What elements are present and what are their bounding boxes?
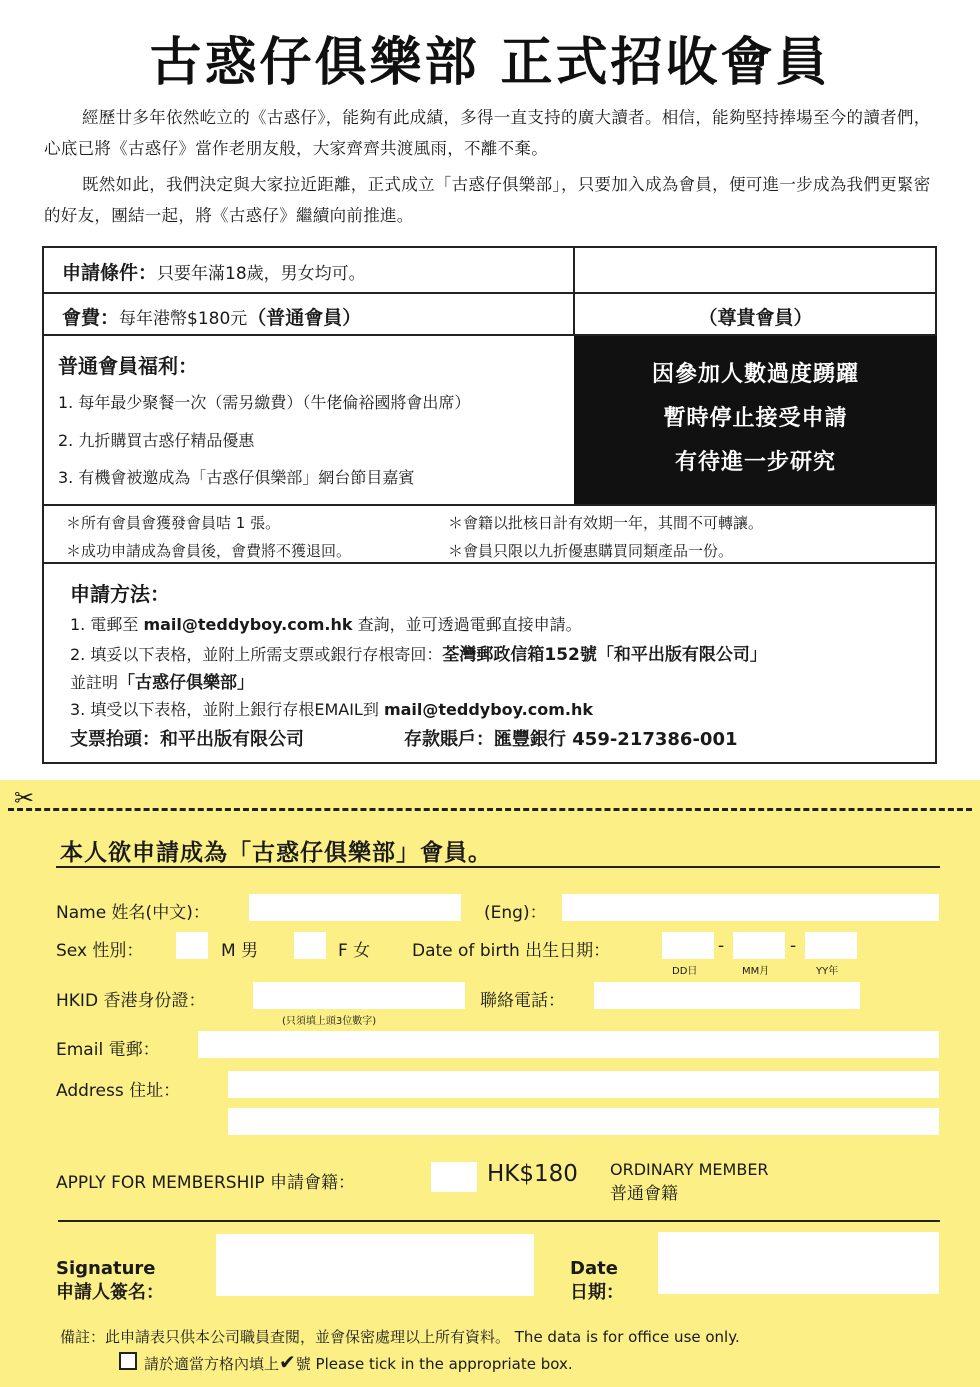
dob-year-field[interactable] bbox=[805, 932, 857, 959]
benefit-item: 2. 九折購買古惑仔精品優惠 bbox=[58, 431, 255, 450]
hkid-field[interactable] bbox=[253, 982, 465, 1009]
method-step-2 bbox=[70, 640, 767, 665]
method-text: 並註明 bbox=[70, 673, 119, 692]
fee-label: 會費： bbox=[62, 307, 120, 329]
email-label: Email 電郵： bbox=[56, 1040, 160, 1060]
hkid-note: (只須填上頭3位數字) bbox=[282, 1016, 377, 1027]
benefit-item: 3. 有機會被邀成為「古惑仔俱樂部」網台節目嘉賓 bbox=[58, 468, 415, 487]
address-label: Address 住址： bbox=[56, 1081, 181, 1101]
condition-value: 只要年滿18歲，男女均可。 bbox=[157, 264, 366, 284]
vip-notice-line: 因參加人數過度踴躍 bbox=[651, 362, 859, 387]
benefits-title: 普通會員福利： bbox=[58, 354, 198, 378]
dob-separator: - bbox=[718, 936, 725, 956]
hkid-label: HKID 香港身份證： bbox=[56, 991, 206, 1011]
divider bbox=[56, 866, 940, 868]
method-text: 1. 電郵至 bbox=[70, 615, 139, 634]
phone-field[interactable] bbox=[594, 982, 860, 1009]
yy-label: YY年 bbox=[816, 966, 839, 977]
signature-label-zh: 申請人簽名： bbox=[56, 1282, 164, 1303]
address-field-line-2[interactable] bbox=[228, 1108, 939, 1135]
method-text: 查詢，並可透過電郵直接申請。 bbox=[357, 615, 582, 634]
dob-day-field[interactable] bbox=[662, 932, 714, 959]
form-title: 本人欲申請成為「古惑仔俱樂部」會員。 bbox=[60, 840, 492, 866]
intro-paragraph-2: 既然如此，我們決定與大家拉近距離，正式成立「古惑仔俱樂部」，只要加入成為會員，便可進一步成為我們更緊密的好友，團結一起，將《古惑仔》繼續向前推進。 bbox=[44, 175, 931, 225]
method-text: 3. 填受以下表格，並附上銀行存根EMAIL到 bbox=[70, 700, 379, 719]
address-field-line-1[interactable] bbox=[228, 1071, 939, 1098]
vip-notice-line: 暫時停止接受申請 bbox=[663, 406, 848, 431]
club-name: 「古惑仔俱樂部」 bbox=[118, 673, 255, 693]
mailing-address: 荃灣郵政信箱152號「和平出版有限公司」 bbox=[442, 645, 767, 665]
membership-price: HK$180 bbox=[487, 1161, 578, 1187]
note-item: ＊成功申請成為會員後，會費將不獲退回。 bbox=[66, 542, 352, 560]
eng-name-label: (Eng)： bbox=[484, 903, 547, 923]
checkmark-icon: ✔ bbox=[279, 1350, 296, 1374]
vip-notice-line: 有待進一步研究 bbox=[674, 450, 836, 475]
chinese-name-field[interactable] bbox=[249, 894, 461, 921]
condition-label: 申請條件： bbox=[62, 262, 158, 284]
contact-email: mail@teddyboy.com.hk bbox=[143, 615, 353, 634]
female-label: F 女 bbox=[338, 941, 371, 961]
ordinary-member-zh: 普通會籍 bbox=[610, 1184, 678, 1204]
dd-label: DD日 bbox=[672, 966, 698, 977]
membership-info-table bbox=[42, 246, 937, 764]
date-field[interactable] bbox=[658, 1232, 939, 1294]
signature-label-en: Signature bbox=[56, 1258, 156, 1279]
checkbox-icon bbox=[119, 1352, 137, 1370]
english-name-field[interactable] bbox=[562, 894, 939, 921]
note-item: ＊會籍以批核日計有效期一年，其間不可轉讓。 bbox=[448, 514, 764, 532]
tick-instruction bbox=[144, 1350, 573, 1374]
vip-closed-notice bbox=[574, 336, 937, 504]
mm-label: MM月 bbox=[742, 966, 770, 977]
method-text: 2. 填妥以下表格，並附上所需支票或銀行存根寄回： bbox=[70, 645, 443, 664]
fee-row bbox=[62, 303, 361, 330]
note-item: ＊會員只限以九折優惠購買同類產品一份。 bbox=[448, 542, 734, 560]
note-item: ＊所有會員會獲發會員咭 1 張。 bbox=[66, 514, 281, 532]
bank-account: 存款賬戶：匯豐銀行 459-217386-001 bbox=[404, 729, 738, 750]
date-label-en: Date bbox=[570, 1258, 618, 1279]
name-label: Name 姓名(中文)： bbox=[56, 903, 210, 923]
sex-label: Sex 性別： bbox=[56, 941, 144, 961]
method-step-1 bbox=[70, 612, 582, 635]
email-field[interactable] bbox=[198, 1031, 939, 1058]
ordinary-membership-checkbox[interactable] bbox=[431, 1162, 477, 1192]
benefit-item: 1. 每年最少聚餐一次（需另繳費）（牛佬倫裕國將會出席） bbox=[58, 393, 471, 412]
tick-instruction-text: 號 Please tick in the appropriate box. bbox=[295, 1355, 573, 1373]
fee-value: 每年港幣$180元 bbox=[119, 309, 248, 329]
dob-month-field[interactable] bbox=[733, 932, 785, 959]
application-form bbox=[0, 780, 980, 1387]
male-label: M 男 bbox=[221, 941, 259, 961]
cheque-payee: 支票抬頭：和平出版有限公司 bbox=[70, 729, 304, 750]
tick-instruction-text: 請於適當方格內填上 bbox=[144, 1355, 280, 1373]
female-checkbox[interactable] bbox=[294, 932, 326, 959]
divider bbox=[44, 292, 935, 294]
signature-field[interactable] bbox=[216, 1234, 534, 1296]
ordinary-member-en: ORDINARY MEMBER bbox=[610, 1160, 769, 1179]
divider bbox=[58, 1220, 940, 1222]
cut-line bbox=[8, 808, 972, 811]
dob-separator: - bbox=[790, 936, 797, 956]
method-step-2b bbox=[70, 668, 254, 693]
vip-label: （尊貴會員） bbox=[698, 307, 813, 329]
divider bbox=[44, 562, 935, 564]
fee-type: （普通會員） bbox=[247, 307, 362, 329]
condition-row bbox=[62, 258, 366, 285]
scissors-icon: ✂ bbox=[14, 784, 35, 812]
dob-label: Date of birth 出生日期： bbox=[412, 941, 611, 961]
method-step-3 bbox=[70, 697, 593, 720]
intro-text bbox=[44, 102, 936, 236]
privacy-note: 備註：此申請表只供本公司職員查閱，並會保密處理以上所有資料。 The data is for office use only. bbox=[60, 1328, 740, 1346]
contact-email: mail@teddyboy.com.hk bbox=[383, 700, 593, 719]
intro-paragraph-1: 經歷廿多年依然屹立的《古惑仔》，能夠有此成績，多得一直支持的廣大讀者。相信，能夠堅持捧場至今的讀者們，心底已將《古惑仔》當作老朋友般，大家齊齊共渡風雨，不離不棄。 bbox=[44, 108, 931, 158]
page-title: 古惑仔俱樂部 正式招收會員 bbox=[149, 33, 831, 93]
divider bbox=[44, 504, 935, 506]
date-label-zh: 日期： bbox=[570, 1282, 624, 1303]
phone-label: 聯絡電話： bbox=[480, 991, 565, 1011]
male-checkbox[interactable] bbox=[176, 932, 208, 959]
method-title: 申請方法： bbox=[70, 582, 170, 606]
apply-label: APPLY FOR MEMBERSHIP 申請會籍： bbox=[56, 1173, 356, 1193]
